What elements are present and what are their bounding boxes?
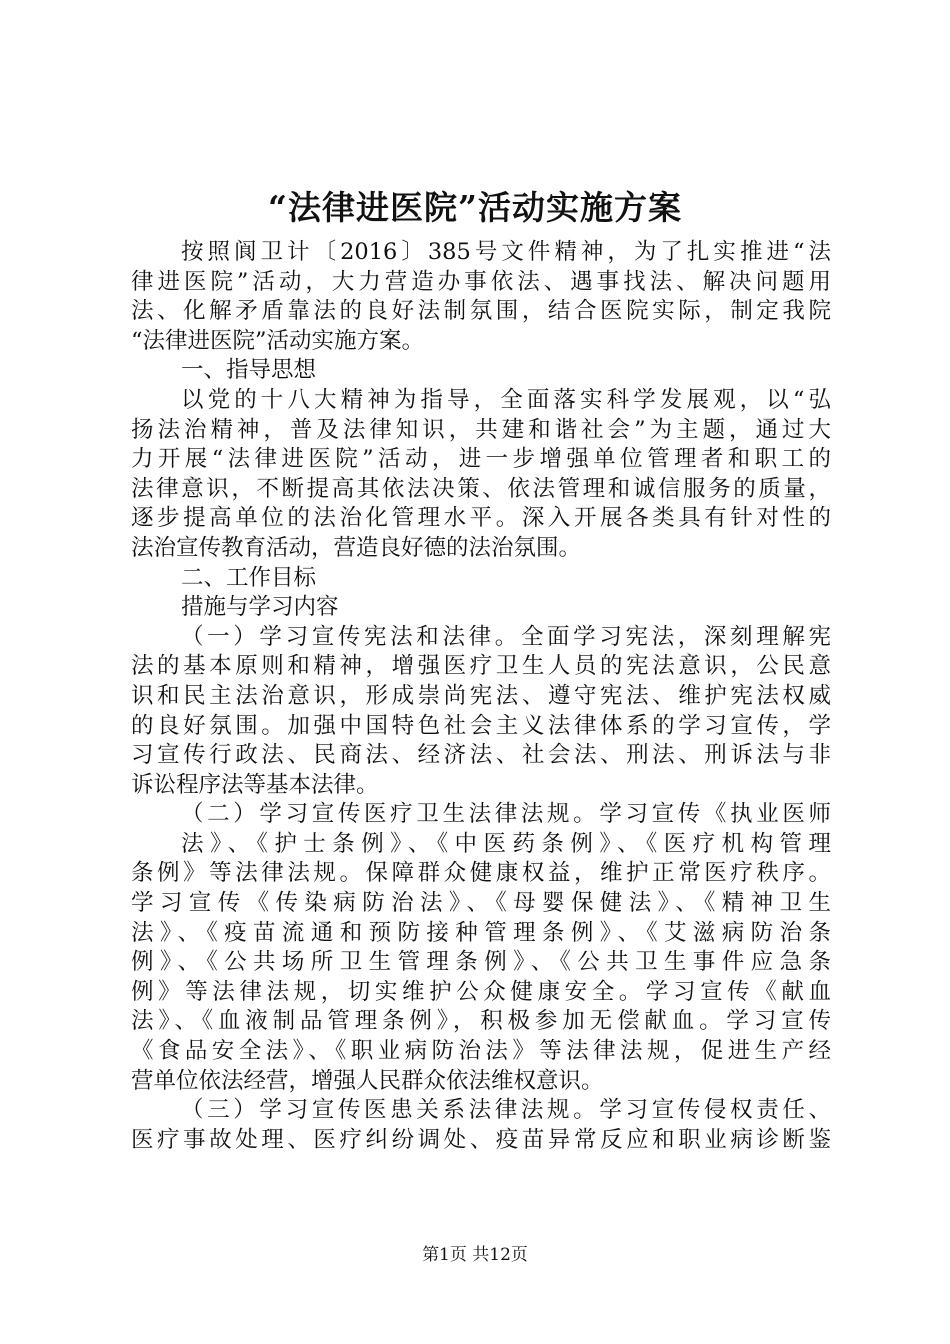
body-line: 法》、《疫苗流通和预防接种管理条例》、《艾滋病防治条 — [131, 919, 831, 946]
body-line: 法治宣传教育活动，营造良好德的法治氛围。 — [131, 534, 582, 561]
body-line: 二、工作目标 — [181, 564, 317, 591]
body-line: 的良好氛围。加强中国特色社会主义法律体系的学习宣传，学 — [131, 712, 831, 739]
body-line: （一）学习宣传宪法和法律。全面学习宪法，深刻理解宪 — [181, 623, 831, 650]
body-line: 诉讼程序法等基本法律。 — [131, 771, 379, 798]
body-line: 法的基本原则和精神，增强医疗卫生人员的宪法意识，公民意 — [131, 653, 831, 680]
page-footer: 第1页 共12页 — [422, 1245, 528, 1265]
body-line: 以党的十八大精神为指导，全面落实科学发展观，以“弘 — [181, 386, 831, 413]
document-body — [131, 238, 831, 1155]
body-line: 法》、《血液制品管理条例》，积极参加无偿献血。学习宣传 — [131, 1008, 831, 1035]
body-line: 一、指导思想 — [181, 357, 317, 384]
body-line: 识和民主法治意识，形成崇尚宪法、遵守宪法、维护宪法权威 — [131, 682, 831, 709]
body-line: 例》、《公共场所卫生管理条例》、《公共卫生事件应急条 — [131, 949, 831, 976]
body-line: （三）学习宣传医患关系法律法规。学习宣传侵权责任、 — [181, 1097, 831, 1124]
body-line: 医疗事故处理、医疗纠纷调处、疫苗异常反应和职业病诊断鉴 — [131, 1126, 831, 1153]
body-line: 法律意识，不断提高其依法决策、依法管理和诚信服务的质量， — [131, 475, 831, 502]
document-title: “法律进医院”活动实施方案 — [268, 188, 682, 227]
body-line: 习宣传行政法、民商法、经济法、社会法、刑法、刑诉法与非 — [131, 742, 831, 769]
body-line: 法》、《护士条例》、《中医药条例》、《医疗机构管理 — [181, 830, 831, 857]
body-line: 力开展“法律进医院”活动，进一步增强单位管理者和职工的 — [131, 446, 831, 473]
body-line: 学习宣传《传染病防治法》、《母婴保健法》、《精神卫生 — [131, 890, 831, 917]
body-line: 律进医院”活动，大力营造办事依法、遇事找法、解决问题用 — [131, 268, 831, 295]
body-line: 《食品安全法》、《职业病防治法》等法律法规，促进生产经 — [131, 1038, 831, 1065]
body-line: 扬法治精神，普及法律知识，共建和谐社会”为主题，通过大 — [131, 416, 831, 443]
body-line: “法律进医院”活动实施方案。 — [131, 327, 425, 354]
body-line: 条例》等法律法规。保障群众健康权益，维护正常医疗秩序。 — [131, 860, 831, 887]
body-line: 例》等法律法规，切实维护公众健康安全。学习宣传《献血 — [131, 978, 831, 1005]
body-line: 逐步提高单位的法治化管理水平。深入开展各类具有针对性的 — [131, 505, 831, 532]
body-line: 按照阆卫计〔2016〕385号文件精神，为了扎实推进“法 — [181, 239, 831, 265]
body-line: 营单位依法经营，增强人民群众依法维权意识。 — [131, 1067, 604, 1094]
body-line: 法、化解矛盾靠法的良好法制氛围，结合医院实际，制定我院 — [131, 298, 831, 325]
body-line: （二）学习宣传医疗卫生法律法规。学习宣传《执业医师 — [181, 801, 831, 828]
body-line: 措施与学习内容 — [181, 594, 339, 621]
